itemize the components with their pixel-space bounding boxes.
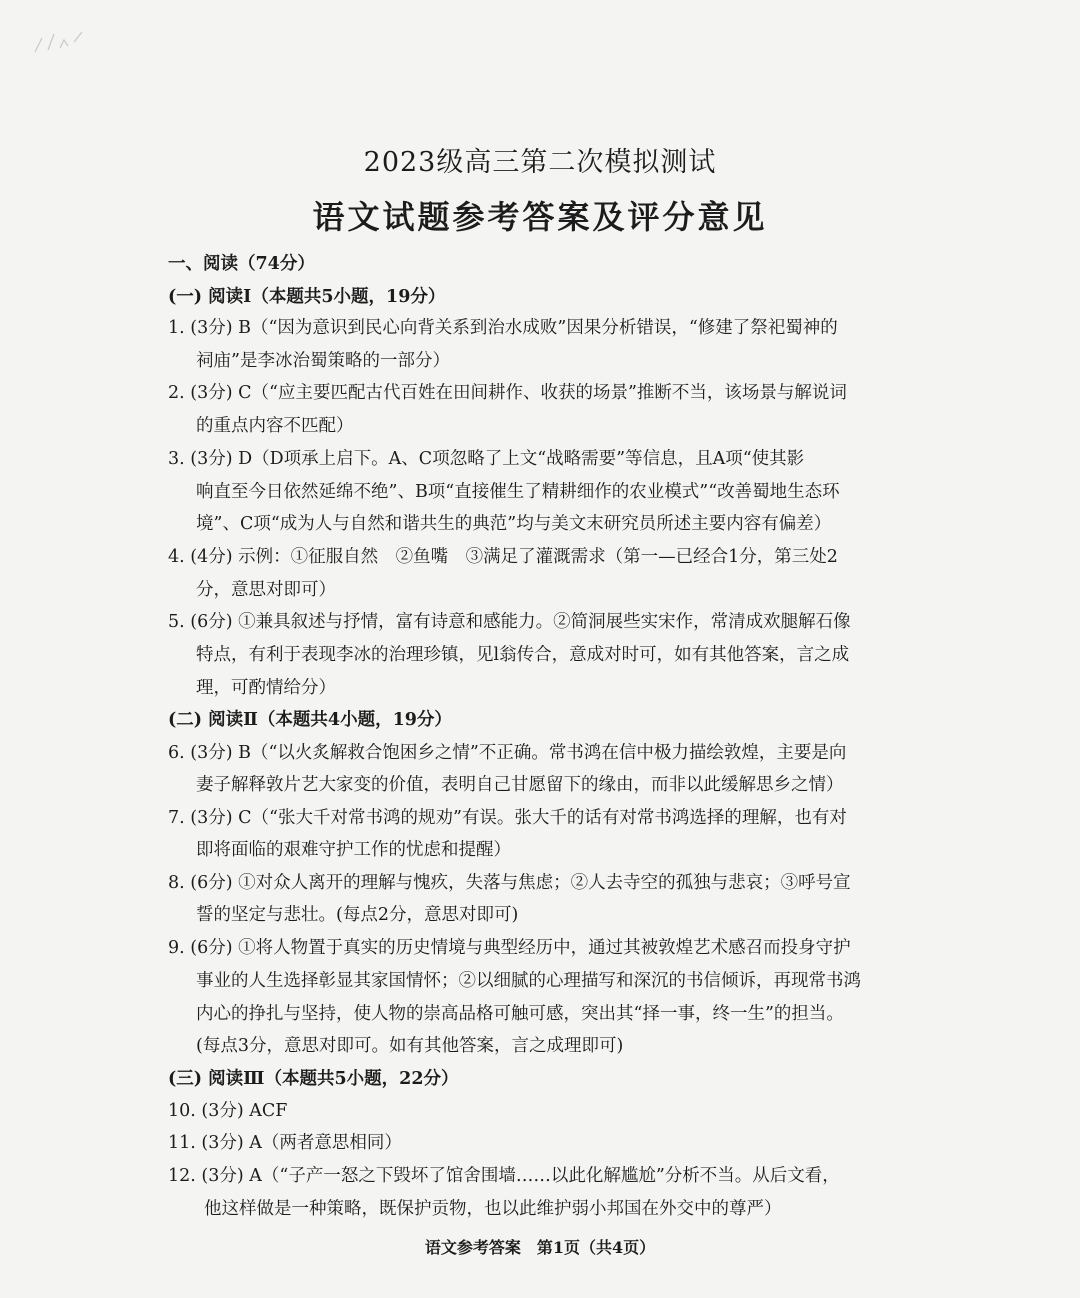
pen-scribble-mark	[30, 20, 110, 60]
answer-line: 誓的坚定与悲壮。(每点2分，意思对即可)	[196, 905, 519, 925]
answer-line: 事业的人生选择彰显其家国情怀；②以细腻的心理描写和深沉的书信倾诉，再现常书鸿	[196, 971, 861, 991]
answer-line: 6. (3分) B（“以火炙解救合饱困乡之情”不正确。常书鸿在信中极力描绘敦煌，主要是向	[168, 743, 847, 763]
answer-line: 他这样做是一种策略，既保护贡物，也以此维护弱小邦国在外交中的尊严）	[204, 1199, 782, 1219]
answer-line: 特点，有利于表现李冰的治理珍镇，见l翁传合，意成对时可，如有其他答案，言之成	[196, 645, 850, 665]
answer-line: 理，可酌情给分）	[196, 678, 336, 698]
answer-line: 境”、C项“成为人与自然和谐共生的典范”均与美文末研究员所述主要内容有偏差）	[196, 514, 832, 534]
answer-line: 7. (3分) C（“张大千对常书鸿的规劝”有误。张大千的话有对常书鸿选择的理解，也有对	[168, 808, 847, 828]
answer-line: 祠庙”是李冰治蜀策略的一部分）	[196, 351, 450, 371]
answer-line: 10. (3分) ACF	[168, 1101, 288, 1121]
answer-line: 12. (3分) A（“子产一怒之下毁坏了馆舍围墙……以此化解尴尬”分析不当。从后文看，	[168, 1166, 840, 1186]
section-heading: (三) 阅读Ⅲ（本题共5小题，22分）	[168, 1069, 459, 1089]
answer-line: 3. (3分) D（D项承上启下。A、C项忽略了上文“战略需要”等信息，且A项“使其影	[168, 449, 805, 469]
page-footer: 语文参考答案 第1页（共4页）	[424, 1238, 656, 1257]
answer-line: (每点3分，意思对即可。如有其他答案，言之成理即可)	[196, 1036, 624, 1056]
answer-line: 9. (6分) ①将人物置于真实的历史情境与典型经历中，通过其被敦煌艺术感召而投身守护	[168, 938, 851, 958]
answer-line: 响直至今日依然延绵不绝”、B项“直接催生了精耕细作的农业模式”“改善蜀地生态环	[196, 482, 840, 502]
section-heading: 一、阅读（74分）	[168, 254, 315, 274]
document-title: 语文试题参考答案及评分意见	[312, 198, 768, 236]
answer-line: 妻子解释敦片艺大家变的价值，表明自己甘愿留下的缘由，而非以此缓解思乡之情）	[196, 775, 844, 795]
exam-title: 2023级高三第二次模拟测试	[363, 147, 717, 178]
section-heading: (二) 阅读Ⅱ（本题共4小题，19分）	[168, 710, 452, 730]
section-heading: (一) 阅读Ⅰ（本题共5小题，19分）	[168, 287, 446, 307]
answer-line: 8. (6分) ①对众人离开的理解与愧疚，失落与焦虑；②人去寺空的孤独与悲哀；③呼号宣	[168, 873, 851, 893]
answer-line: 即将面临的艰难守护工作的忧虑和提醒）	[196, 840, 511, 860]
answer-line: 内心的挣扎与坚持，使人物的崇高品格可触可感，突出其“择一事，终一生”的担当。	[196, 1004, 844, 1024]
answer-line: 分，意思对即可）	[196, 580, 336, 600]
answer-line: 4. (4分) 示例：①征服自然 ②鱼嘴 ③满足了灌溉需求（第一—已经合1分，第三处2	[168, 547, 838, 567]
answer-line: 的重点内容不匹配）	[196, 416, 354, 436]
answer-line: 2. (3分) C（“应主要匹配古代百姓在田间耕作、收获的场景”推断不当，该场景与解说词	[168, 383, 847, 403]
answer-line: 11. (3分) A（两者意思相同）	[168, 1133, 402, 1153]
answer-line: 5. (6分) ①兼具叙述与抒情，富有诗意和感能力。②简洞展些实宋作，常清成欢腿解石像	[168, 612, 851, 632]
answer-line: 1. (3分) B（“因为意识到民心向背关系到治水成败”因果分析错误，“修建了祭祀蜀神的	[168, 318, 838, 338]
